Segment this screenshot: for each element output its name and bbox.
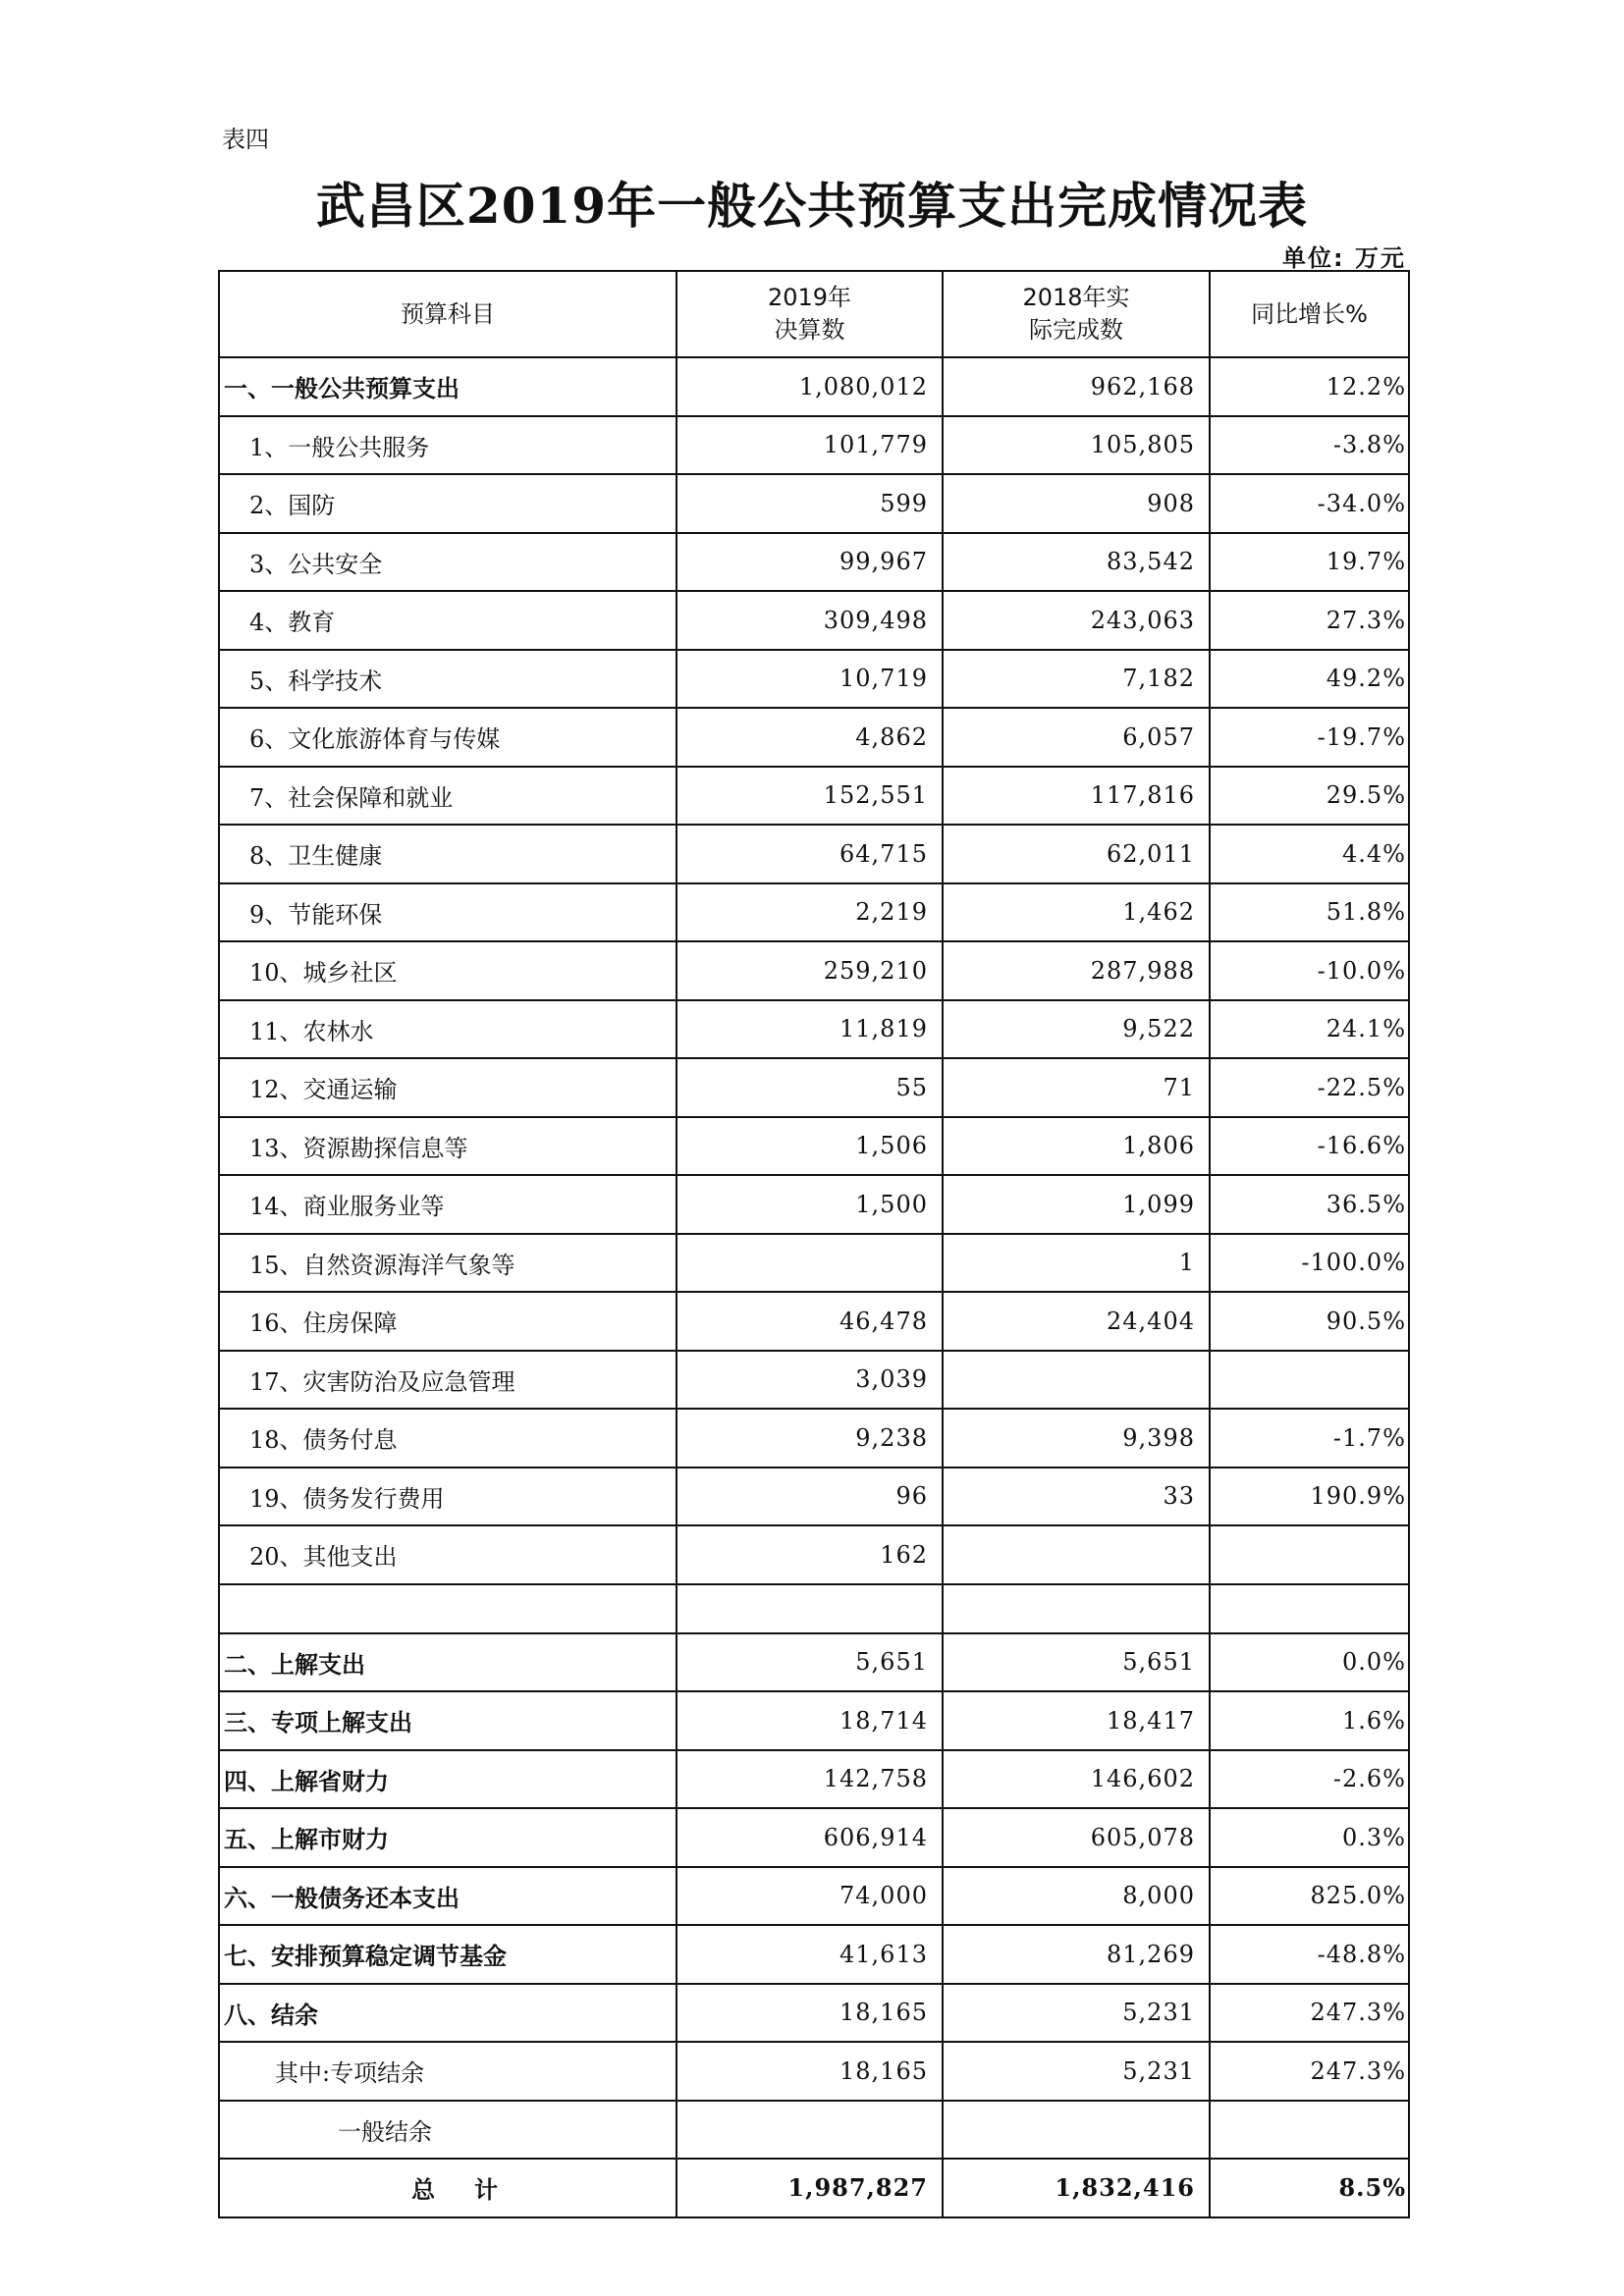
row-value-2019: 4,862 [677, 708, 943, 767]
table-header-row [219, 271, 1409, 357]
table-row [219, 767, 1409, 826]
row-growth: -22.5% [1210, 1058, 1409, 1117]
row-value-2018: 5,231 [943, 2042, 1210, 2101]
row-value-2018 [943, 1525, 1210, 1584]
row-subject: 3、公共安全 [219, 533, 677, 592]
row-value-2019: 142,758 [677, 1750, 943, 1809]
row-subject: 四、上解省财力 [219, 1750, 677, 1809]
page-title: 武昌区2019年一般公共预算支出完成情况表 [315, 177, 1309, 235]
row-subject: 6、文化旅游体育与传媒 [219, 708, 677, 767]
row-value-2019: 162 [677, 1525, 943, 1584]
row-growth: 36.5% [1210, 1175, 1409, 1234]
row-growth: -3.8% [1210, 416, 1409, 475]
row-value-2019: 309,498 [677, 591, 943, 650]
row-growth: 51.8% [1210, 883, 1409, 942]
table-row [219, 1584, 1409, 1633]
row-value-2019: 3,039 [677, 1351, 943, 1410]
row-value-2019: 11,819 [677, 1000, 943, 1059]
row-growth: 29.5% [1210, 767, 1409, 826]
row-subject: 7、社会保障和就业 [219, 767, 677, 826]
row-growth: 247.3% [1210, 1984, 1409, 2043]
row-value-2019: 99,967 [677, 533, 943, 592]
row-subject: 11、农林水 [219, 1000, 677, 1059]
table-row [219, 1633, 1409, 1692]
row-value-2018 [943, 1584, 1210, 1633]
row-subject: 10、城乡社区 [219, 941, 677, 1000]
row-subject: 19、债务发行费用 [219, 1468, 677, 1526]
table-row [219, 1292, 1409, 1351]
row-growth: 190.9% [1210, 1468, 1409, 1526]
row-growth: -19.7% [1210, 708, 1409, 767]
table-row [219, 591, 1409, 650]
row-value-2019: 96 [677, 1468, 943, 1526]
table-row [219, 1925, 1409, 1984]
row-value-2019: 9,238 [677, 1409, 943, 1468]
table-row [219, 1000, 1409, 1059]
col-header-2019: 2019年 决算数 [677, 271, 943, 357]
table-row [219, 1750, 1409, 1809]
row-value-2018: 5,231 [943, 1984, 1210, 2043]
row-subject: 一、一般公共预算支出 [219, 357, 677, 416]
row-value-2019: 259,210 [677, 941, 943, 1000]
row-value-2019: 18,165 [677, 1984, 943, 2043]
table-row [219, 1468, 1409, 1526]
table-label: 表四 [222, 126, 269, 153]
row-value-2019: 101,779 [677, 416, 943, 475]
row-subject: 七、安排预算稳定调节基金 [219, 1925, 677, 1984]
row-growth: 1.6% [1210, 1691, 1409, 1750]
table-row [219, 708, 1409, 767]
row-growth: 49.2% [1210, 650, 1409, 709]
row-value-2019: 18,714 [677, 1691, 943, 1750]
row-value-2019: 64,715 [677, 825, 943, 883]
row-value-2018: 1 [943, 1234, 1210, 1293]
row-value-2018: 33 [943, 1468, 1210, 1526]
row-value-2019: 1,506 [677, 1117, 943, 1176]
table-row [219, 1117, 1409, 1176]
row-subject: 5、科学技术 [219, 650, 677, 709]
table-row [219, 1058, 1409, 1117]
row-subject: 14、商业服务业等 [219, 1175, 677, 1234]
row-value-2019: 1,080,012 [677, 357, 943, 416]
table-row [219, 1409, 1409, 1468]
table-row [219, 416, 1409, 475]
row-value-2019: 41,613 [677, 1925, 943, 1984]
row-value-2018: 146,602 [943, 1750, 1210, 1809]
table-row [219, 357, 1409, 416]
row-subject: 2、国防 [219, 474, 677, 533]
row-value-2018: 908 [943, 474, 1210, 533]
row-value-2019: 5,651 [677, 1633, 943, 1692]
row-growth: 12.2% [1210, 357, 1409, 416]
row-growth: 0.0% [1210, 1633, 1409, 1692]
row-subject: 13、资源勘探信息等 [219, 1117, 677, 1176]
row-subject: 18、债务付息 [219, 1409, 677, 1468]
table-row [219, 1808, 1409, 1867]
row-value-2018 [943, 1351, 1210, 1410]
row-value-2018: 9,398 [943, 1409, 1210, 1468]
table-row [219, 650, 1409, 709]
row-value-2019 [677, 1234, 943, 1293]
row-subject: 五、上解市财力 [219, 1808, 677, 1867]
row-value-2019: 18,165 [677, 2042, 943, 2101]
row-value-2019: 1,987,827 [677, 2159, 943, 2217]
row-value-2018: 7,182 [943, 650, 1210, 709]
row-value-2018: 1,806 [943, 1117, 1210, 1176]
table-row [219, 2101, 1409, 2160]
row-value-2018: 6,057 [943, 708, 1210, 767]
table-row [219, 2159, 1409, 2217]
row-value-2018: 105,805 [943, 416, 1210, 475]
row-value-2019: 2,219 [677, 883, 943, 942]
col-header-growth: 同比增长% [1210, 271, 1409, 357]
row-subject: 八、结余 [219, 1984, 677, 2043]
table-row [219, 1984, 1409, 2043]
row-subject: 8、卫生健康 [219, 825, 677, 883]
row-value-2019: 10,719 [677, 650, 943, 709]
col-header-subject: 预算科目 [219, 271, 677, 357]
row-value-2018: 1,832,416 [943, 2159, 1210, 2217]
row-value-2019: 606,914 [677, 1808, 943, 1867]
row-growth: 27.3% [1210, 591, 1409, 650]
row-value-2019: 46,478 [677, 1292, 943, 1351]
row-subject: 4、教育 [219, 591, 677, 650]
row-value-2019 [677, 2101, 943, 2160]
col-header-2018: 2018年实 际完成数 [943, 271, 1210, 357]
row-value-2018: 962,168 [943, 357, 1210, 416]
row-value-2019: 55 [677, 1058, 943, 1117]
table-row [219, 941, 1409, 1000]
row-growth: -1.7% [1210, 1409, 1409, 1468]
row-growth: 0.3% [1210, 1808, 1409, 1867]
row-growth: -16.6% [1210, 1117, 1409, 1176]
row-growth [1210, 1525, 1409, 1584]
table-row [219, 883, 1409, 942]
row-subject: 16、住房保障 [219, 1292, 677, 1351]
budget-table [218, 270, 1410, 2218]
row-value-2019: 599 [677, 474, 943, 533]
row-growth [1210, 1351, 1409, 1410]
table-row [219, 1525, 1409, 1584]
row-growth: -48.8% [1210, 1925, 1409, 1984]
row-value-2018: 18,417 [943, 1691, 1210, 1750]
row-subject: 1、一般公共服务 [219, 416, 677, 475]
table-row [219, 2042, 1409, 2101]
row-growth: -2.6% [1210, 1750, 1409, 1809]
row-value-2018: 8,000 [943, 1867, 1210, 1926]
table-row [219, 1867, 1409, 1926]
row-value-2019: 74,000 [677, 1867, 943, 1926]
row-subject: 12、交通运输 [219, 1058, 677, 1117]
row-value-2018: 605,078 [943, 1808, 1210, 1867]
row-growth: 24.1% [1210, 1000, 1409, 1059]
table-row [219, 1234, 1409, 1293]
table-row [219, 1351, 1409, 1410]
row-growth: -100.0% [1210, 1234, 1409, 1293]
row-value-2018: 243,063 [943, 591, 1210, 650]
table-row [219, 1175, 1409, 1234]
row-growth: 19.7% [1210, 533, 1409, 592]
row-value-2018: 9,522 [943, 1000, 1210, 1059]
row-subject: 一般结余 [219, 2101, 677, 2160]
row-subject: 六、一般债务还本支出 [219, 1867, 677, 1926]
row-value-2018: 83,542 [943, 533, 1210, 592]
row-growth: 825.0% [1210, 1867, 1409, 1926]
row-growth: -10.0% [1210, 941, 1409, 1000]
table-row [219, 533, 1409, 592]
row-growth: 4.4% [1210, 825, 1409, 883]
row-value-2018: 24,404 [943, 1292, 1210, 1351]
table-row [219, 825, 1409, 883]
row-value-2019 [677, 1584, 943, 1633]
row-subject: 15、自然资源海洋气象等 [219, 1234, 677, 1293]
row-subject: 20、其他支出 [219, 1525, 677, 1584]
table-row [219, 1691, 1409, 1750]
unit-label: 单位: 万元 [1282, 244, 1406, 272]
row-value-2018: 81,269 [943, 1925, 1210, 1984]
row-value-2018 [943, 2101, 1210, 2160]
row-value-2019: 1,500 [677, 1175, 943, 1234]
row-growth: -34.0% [1210, 474, 1409, 533]
row-subject: 17、灾害防治及应急管理 [219, 1351, 677, 1410]
row-value-2018: 71 [943, 1058, 1210, 1117]
row-subject: 9、节能环保 [219, 883, 677, 942]
row-value-2019: 152,551 [677, 767, 943, 826]
table-row [219, 474, 1409, 533]
row-growth: 90.5% [1210, 1292, 1409, 1351]
row-value-2018: 287,988 [943, 941, 1210, 1000]
row-value-2018: 1,099 [943, 1175, 1210, 1234]
row-value-2018: 5,651 [943, 1633, 1210, 1692]
row-value-2018: 62,011 [943, 825, 1210, 883]
row-subject: 二、上解支出 [219, 1633, 677, 1692]
row-growth: 247.3% [1210, 2042, 1409, 2101]
row-growth [1210, 2101, 1409, 2160]
row-value-2018: 117,816 [943, 767, 1210, 826]
row-subject [219, 1584, 677, 1633]
row-subject: 其中:专项结余 [219, 2042, 677, 2101]
row-growth [1210, 1584, 1409, 1633]
row-value-2018: 1,462 [943, 883, 1210, 942]
row-subject: 总计 [219, 2159, 677, 2217]
row-growth: 8.5% [1210, 2159, 1409, 2217]
row-subject: 三、专项上解支出 [219, 1691, 677, 1750]
